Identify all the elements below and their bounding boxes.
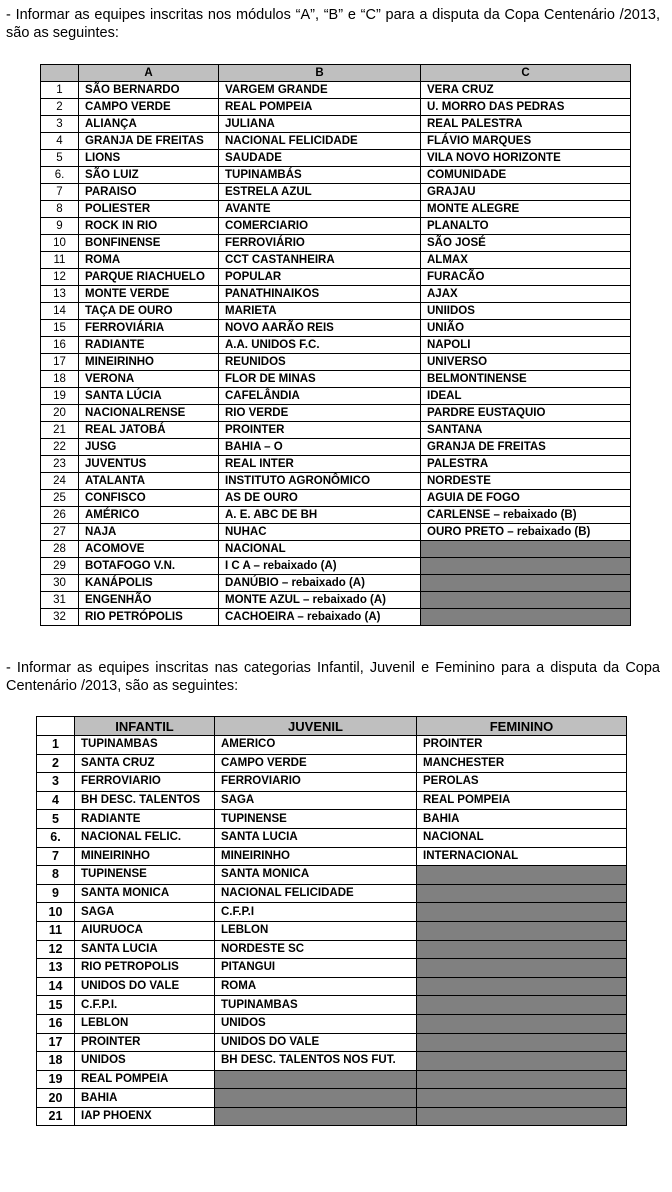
- team-cell-2: CCT CASTANHEIRA: [219, 252, 421, 269]
- team-cell-2: TUPINAMBAS: [215, 996, 417, 1015]
- team-cell-2: TUPINAMBÁS: [219, 167, 421, 184]
- team-cell-1: VERONA: [79, 371, 219, 388]
- team-cell-2: VARGEM GRANDE: [219, 82, 421, 99]
- team-cell-1: MONTE VERDE: [79, 286, 219, 303]
- row-number: 29: [41, 558, 79, 575]
- module-row: [41, 150, 631, 167]
- row-number: 3: [37, 773, 75, 792]
- column-header-feminino: FEMININO: [417, 717, 627, 736]
- team-cell-1: CONFISCO: [79, 490, 219, 507]
- module-row: [41, 371, 631, 388]
- team-cell-2: CACHOEIRA – rebaixado (A): [219, 609, 421, 626]
- category-row: [37, 959, 627, 978]
- empty-shaded-cell: [417, 866, 627, 885]
- team-cell-2: NACIONAL FELICIDADE: [219, 133, 421, 150]
- team-cell-2: MONTE AZUL – rebaixado (A): [219, 592, 421, 609]
- row-number: 20: [37, 1089, 75, 1108]
- row-number: 24: [41, 473, 79, 490]
- category-row: [37, 773, 627, 792]
- team-cell-1: MINEIRINHO: [75, 847, 215, 866]
- team-cell-2: SANTA LUCIA: [215, 828, 417, 847]
- module-row: [41, 609, 631, 626]
- row-number: 23: [41, 456, 79, 473]
- team-cell-1: AMÉRICO: [79, 507, 219, 524]
- team-cell-3: PLANALTO: [421, 218, 631, 235]
- row-number: 7: [41, 184, 79, 201]
- empty-shaded-cell: [417, 940, 627, 959]
- team-cell-2: UNIDOS: [215, 1014, 417, 1033]
- team-cell-3: VERA CRUZ: [421, 82, 631, 99]
- empty-shaded-cell: [417, 884, 627, 903]
- row-number: 11: [41, 252, 79, 269]
- empty-shaded-cell: [417, 1070, 627, 1089]
- team-cell-3: MANCHESTER: [417, 754, 627, 773]
- empty-shaded-cell: [421, 575, 631, 592]
- team-cell-2: LEBLON: [215, 921, 417, 940]
- empty-shaded-cell: [417, 996, 627, 1015]
- team-cell-3: SANTANA: [421, 422, 631, 439]
- row-number: 7: [37, 847, 75, 866]
- team-cell-1: RIO PETROPOLIS: [75, 959, 215, 978]
- team-cell-1: PROINTER: [75, 1033, 215, 1052]
- empty-shaded-cell: [421, 609, 631, 626]
- number-column-header: [37, 717, 75, 736]
- row-number: 16: [41, 337, 79, 354]
- team-cell-3: SÃO JOSÉ: [421, 235, 631, 252]
- empty-shaded-cell: [215, 1107, 417, 1126]
- row-number: 8: [37, 866, 75, 885]
- team-cell-3: COMUNIDADE: [421, 167, 631, 184]
- row-number: 5: [41, 150, 79, 167]
- row-number: 22: [41, 439, 79, 456]
- team-cell-3: U. MORRO DAS PEDRAS: [421, 99, 631, 116]
- team-cell-1: ROMA: [79, 252, 219, 269]
- team-cell-3: AJAX: [421, 286, 631, 303]
- team-cell-1: TUPINAMBAS: [75, 736, 215, 755]
- team-cell-1: ROCK IN RIO: [79, 218, 219, 235]
- team-cell-2: ROMA: [215, 977, 417, 996]
- team-cell-2: MINEIRINHO: [215, 847, 417, 866]
- team-cell-3: OURO PRETO – rebaixado (B): [421, 524, 631, 541]
- team-cell-1: BAHIA: [75, 1089, 215, 1108]
- team-cell-3: VILA NOVO HORIZONTE: [421, 150, 631, 167]
- category-row: [37, 1070, 627, 1089]
- team-cell-2: MARIETA: [219, 303, 421, 320]
- team-cell-1: SANTA CRUZ: [75, 754, 215, 773]
- module-row: [41, 82, 631, 99]
- team-cell-1: UNIDOS: [75, 1052, 215, 1071]
- team-cell-2: BH DESC. TALENTOS NOS FUT.: [215, 1052, 417, 1071]
- category-row: [37, 754, 627, 773]
- team-cell-3: UNIÃO: [421, 320, 631, 337]
- row-number: 4: [37, 791, 75, 810]
- row-number: 13: [37, 959, 75, 978]
- team-cell-2: NOVO AARÃO REIS: [219, 320, 421, 337]
- team-cell-3: BELMONTINENSE: [421, 371, 631, 388]
- row-number: 10: [41, 235, 79, 252]
- team-cell-2: DANÚBIO – rebaixado (A): [219, 575, 421, 592]
- team-cell-2: C.F.P.I: [215, 903, 417, 922]
- empty-shaded-cell: [417, 977, 627, 996]
- category-row: [37, 1089, 627, 1108]
- module-row: [41, 320, 631, 337]
- team-cell-1: AIURUOCA: [75, 921, 215, 940]
- team-cell-3: UNIIDOS: [421, 303, 631, 320]
- row-number: 31: [41, 592, 79, 609]
- team-cell-3: REAL POMPEIA: [417, 791, 627, 810]
- empty-shaded-cell: [417, 959, 627, 978]
- team-cell-2: SAGA: [215, 791, 417, 810]
- team-cell-1: SÃO BERNARDO: [79, 82, 219, 99]
- team-cell-1: MINEIRINHO: [79, 354, 219, 371]
- team-cell-1: FERROVIARIO: [75, 773, 215, 792]
- team-cell-2: NACIONAL: [219, 541, 421, 558]
- team-cell-1: LIONS: [79, 150, 219, 167]
- module-row: [41, 167, 631, 184]
- team-cell-1: GRANJA DE FREITAS: [79, 133, 219, 150]
- empty-shaded-cell: [417, 903, 627, 922]
- team-cell-3: GRAJAU: [421, 184, 631, 201]
- row-number: 4: [41, 133, 79, 150]
- empty-shaded-cell: [417, 921, 627, 940]
- category-row: [37, 1014, 627, 1033]
- team-cell-1: ATALANTA: [79, 473, 219, 490]
- row-number: 27: [41, 524, 79, 541]
- row-number: 17: [37, 1033, 75, 1052]
- team-cell-2: UNIDOS DO VALE: [215, 1033, 417, 1052]
- row-number: 14: [41, 303, 79, 320]
- module-row: [41, 558, 631, 575]
- row-number: 12: [37, 940, 75, 959]
- team-cell-1: IAP PHOENX: [75, 1107, 215, 1126]
- team-cell-2: BAHIA – O: [219, 439, 421, 456]
- team-cell-1: SAGA: [75, 903, 215, 922]
- team-cell-1: JUSG: [79, 439, 219, 456]
- team-cell-3: FURACÃO: [421, 269, 631, 286]
- row-number: 10: [37, 903, 75, 922]
- row-number: 2: [41, 99, 79, 116]
- team-cell-1: UNIDOS DO VALE: [75, 977, 215, 996]
- team-cell-1: SANTA MONICA: [75, 884, 215, 903]
- module-row: [41, 541, 631, 558]
- team-cell-1: RADIANTE: [79, 337, 219, 354]
- team-cell-2: REAL INTER: [219, 456, 421, 473]
- team-cell-1: KANÁPOLIS: [79, 575, 219, 592]
- category-row: [37, 1033, 627, 1052]
- category-row: [37, 996, 627, 1015]
- team-cell-3: BAHIA: [417, 810, 627, 829]
- team-cell-2: POPULAR: [219, 269, 421, 286]
- team-cell-3: PEROLAS: [417, 773, 627, 792]
- category-row: [37, 1052, 627, 1071]
- category-row: [37, 736, 627, 755]
- empty-shaded-cell: [421, 592, 631, 609]
- row-number: 6.: [41, 167, 79, 184]
- team-cell-2: JULIANA: [219, 116, 421, 133]
- team-cell-3: GRANJA DE FREITAS: [421, 439, 631, 456]
- team-cell-2: FLOR DE MINAS: [219, 371, 421, 388]
- module-row: [41, 388, 631, 405]
- module-row: [41, 422, 631, 439]
- module-row: [41, 252, 631, 269]
- team-cell-3: MONTE ALEGRE: [421, 201, 631, 218]
- team-cell-3: FLÁVIO MARQUES: [421, 133, 631, 150]
- row-number: 5: [37, 810, 75, 829]
- team-cell-3: NAPOLI: [421, 337, 631, 354]
- row-number: 13: [41, 286, 79, 303]
- column-header-a: A: [79, 65, 219, 82]
- team-cell-2: SANTA MONICA: [215, 866, 417, 885]
- team-cell-1: REAL POMPEIA: [75, 1070, 215, 1089]
- team-cell-1: CAMPO VERDE: [79, 99, 219, 116]
- team-cell-2: PANATHINAIKOS: [219, 286, 421, 303]
- team-cell-3: PROINTER: [417, 736, 627, 755]
- team-cell-2: REUNIDOS: [219, 354, 421, 371]
- category-row: [37, 903, 627, 922]
- empty-shaded-cell: [417, 1052, 627, 1071]
- module-row: [41, 116, 631, 133]
- module-row: [41, 184, 631, 201]
- team-cell-1: ALIANÇA: [79, 116, 219, 133]
- team-cell-1: ACOMOVE: [79, 541, 219, 558]
- modules-table: [40, 64, 631, 626]
- row-number: 14: [37, 977, 75, 996]
- module-row: [41, 575, 631, 592]
- team-cell-1: TAÇA DE OURO: [79, 303, 219, 320]
- team-cell-2: TUPINENSE: [215, 810, 417, 829]
- team-cell-2: AVANTE: [219, 201, 421, 218]
- row-number: 1: [37, 736, 75, 755]
- team-cell-2: CAMPO VERDE: [215, 754, 417, 773]
- module-row: [41, 490, 631, 507]
- team-cell-1: SÃO LUIZ: [79, 167, 219, 184]
- team-cell-2: AS DE OURO: [219, 490, 421, 507]
- row-number: 12: [41, 269, 79, 286]
- team-cell-1: ENGENHÃO: [79, 592, 219, 609]
- empty-shaded-cell: [417, 1089, 627, 1108]
- column-header-infantil: INFANTIL: [75, 717, 215, 736]
- team-cell-2: SAUDADE: [219, 150, 421, 167]
- team-cell-3: NORDESTE: [421, 473, 631, 490]
- row-number: 6.: [37, 828, 75, 847]
- team-cell-1: SANTA LUCIA: [75, 940, 215, 959]
- team-cell-3: INTERNACIONAL: [417, 847, 627, 866]
- team-cell-2: NUHAC: [219, 524, 421, 541]
- row-number: 21: [37, 1107, 75, 1126]
- team-cell-1: NACIONALRENSE: [79, 405, 219, 422]
- module-row: [41, 133, 631, 150]
- intro-paragraph-categories: - Informar as equipes inscritas nas categorias Infantil, Juvenil e Feminino para a disputa da Copa Centenário /2013, são as seguintes:: [6, 660, 660, 694]
- team-cell-1: RIO PETRÓPOLIS: [79, 609, 219, 626]
- row-number: 11: [37, 921, 75, 940]
- empty-shaded-cell: [215, 1089, 417, 1108]
- empty-shaded-cell: [417, 1014, 627, 1033]
- column-header-b: B: [219, 65, 421, 82]
- category-row: [37, 1107, 627, 1126]
- team-cell-2: FERROVIÁRIO: [219, 235, 421, 252]
- row-number: 2: [37, 754, 75, 773]
- team-cell-3: REAL PALESTRA: [421, 116, 631, 133]
- team-cell-3: PARDRE EUSTAQUIO: [421, 405, 631, 422]
- row-number: 18: [37, 1052, 75, 1071]
- team-cell-2: A. E. ABC DE BH: [219, 507, 421, 524]
- team-cell-2: FERROVIARIO: [215, 773, 417, 792]
- modules-header-row: [41, 65, 631, 82]
- team-cell-2: PITANGUI: [215, 959, 417, 978]
- module-row: [41, 405, 631, 422]
- row-number: 26: [41, 507, 79, 524]
- empty-shaded-cell: [421, 541, 631, 558]
- category-row: [37, 791, 627, 810]
- column-header-c: C: [421, 65, 631, 82]
- row-number: 19: [41, 388, 79, 405]
- team-cell-1: BONFINENSE: [79, 235, 219, 252]
- column-header-juvenil: JUVENIL: [215, 717, 417, 736]
- team-cell-2: AMERICO: [215, 736, 417, 755]
- category-row: [37, 828, 627, 847]
- module-row: [41, 473, 631, 490]
- number-column-header: [41, 65, 79, 82]
- team-cell-1: POLIESTER: [79, 201, 219, 218]
- team-cell-2: PROINTER: [219, 422, 421, 439]
- category-row: [37, 847, 627, 866]
- module-row: [41, 456, 631, 473]
- category-row: [37, 977, 627, 996]
- team-cell-3: PALESTRA: [421, 456, 631, 473]
- category-row: [37, 921, 627, 940]
- row-number: 18: [41, 371, 79, 388]
- row-number: 20: [41, 405, 79, 422]
- team-cell-3: IDEAL: [421, 388, 631, 405]
- team-cell-3: AGUIA DE FOGO: [421, 490, 631, 507]
- row-number: 9: [37, 884, 75, 903]
- team-cell-3: UNIVERSO: [421, 354, 631, 371]
- team-cell-1: NAJA: [79, 524, 219, 541]
- team-cell-1: PARAISO: [79, 184, 219, 201]
- categories-header-row: [37, 717, 627, 736]
- category-row: [37, 810, 627, 829]
- row-number: 19: [37, 1070, 75, 1089]
- empty-shaded-cell: [215, 1070, 417, 1089]
- team-cell-2: COMERCIARIO: [219, 218, 421, 235]
- category-row: [37, 940, 627, 959]
- team-cell-1: PARQUE RIACHUELO: [79, 269, 219, 286]
- module-row: [41, 235, 631, 252]
- team-cell-3: CARLENSE – rebaixado (B): [421, 507, 631, 524]
- module-row: [41, 439, 631, 456]
- row-number: 9: [41, 218, 79, 235]
- row-number: 15: [41, 320, 79, 337]
- team-cell-1: FERROVIÁRIA: [79, 320, 219, 337]
- team-cell-3: NACIONAL: [417, 828, 627, 847]
- row-number: 28: [41, 541, 79, 558]
- row-number: 32: [41, 609, 79, 626]
- team-cell-2: RIO VERDE: [219, 405, 421, 422]
- team-cell-1: SANTA LÚCIA: [79, 388, 219, 405]
- empty-shaded-cell: [417, 1033, 627, 1052]
- module-row: [41, 269, 631, 286]
- empty-shaded-cell: [421, 558, 631, 575]
- category-row: [37, 884, 627, 903]
- team-cell-1: RADIANTE: [75, 810, 215, 829]
- row-number: 1: [41, 82, 79, 99]
- module-row: [41, 592, 631, 609]
- row-number: 8: [41, 201, 79, 218]
- row-number: 21: [41, 422, 79, 439]
- module-row: [41, 524, 631, 541]
- module-row: [41, 286, 631, 303]
- team-cell-1: JUVENTUS: [79, 456, 219, 473]
- category-row: [37, 866, 627, 885]
- team-cell-3: ALMAX: [421, 252, 631, 269]
- team-cell-2: INSTITUTO AGRONÔMICO: [219, 473, 421, 490]
- row-number: 16: [37, 1014, 75, 1033]
- row-number: 15: [37, 996, 75, 1015]
- row-number: 3: [41, 116, 79, 133]
- team-cell-2: A.A. UNIDOS F.C.: [219, 337, 421, 354]
- team-cell-1: TUPINENSE: [75, 866, 215, 885]
- module-row: [41, 218, 631, 235]
- module-row: [41, 99, 631, 116]
- team-cell-1: REAL JATOBÁ: [79, 422, 219, 439]
- team-cell-2: I C A – rebaixado (A): [219, 558, 421, 575]
- intro-paragraph-modules: - Informar as equipes inscritas nos módulos “A”, “B” e “C” para a disputa da Copa Centenário /2013, são as seguintes:: [6, 7, 660, 41]
- team-cell-2: ESTRELA AZUL: [219, 184, 421, 201]
- module-row: [41, 507, 631, 524]
- team-cell-2: CAFELÂNDIA: [219, 388, 421, 405]
- row-number: 30: [41, 575, 79, 592]
- team-cell-2: NORDESTE SC: [215, 940, 417, 959]
- empty-shaded-cell: [417, 1107, 627, 1126]
- team-cell-2: NACIONAL FELICIDADE: [215, 884, 417, 903]
- row-number: 25: [41, 490, 79, 507]
- team-cell-2: REAL POMPEIA: [219, 99, 421, 116]
- team-cell-1: BOTAFOGO V.N.: [79, 558, 219, 575]
- team-cell-1: LEBLON: [75, 1014, 215, 1033]
- team-cell-1: C.F.P.I.: [75, 996, 215, 1015]
- row-number: 17: [41, 354, 79, 371]
- team-cell-1: NACIONAL FELIC.: [75, 828, 215, 847]
- team-cell-1: BH DESC. TALENTOS: [75, 791, 215, 810]
- module-row: [41, 303, 631, 320]
- categories-table: [36, 716, 627, 1126]
- module-row: [41, 201, 631, 218]
- module-row: [41, 354, 631, 371]
- module-row: [41, 337, 631, 354]
